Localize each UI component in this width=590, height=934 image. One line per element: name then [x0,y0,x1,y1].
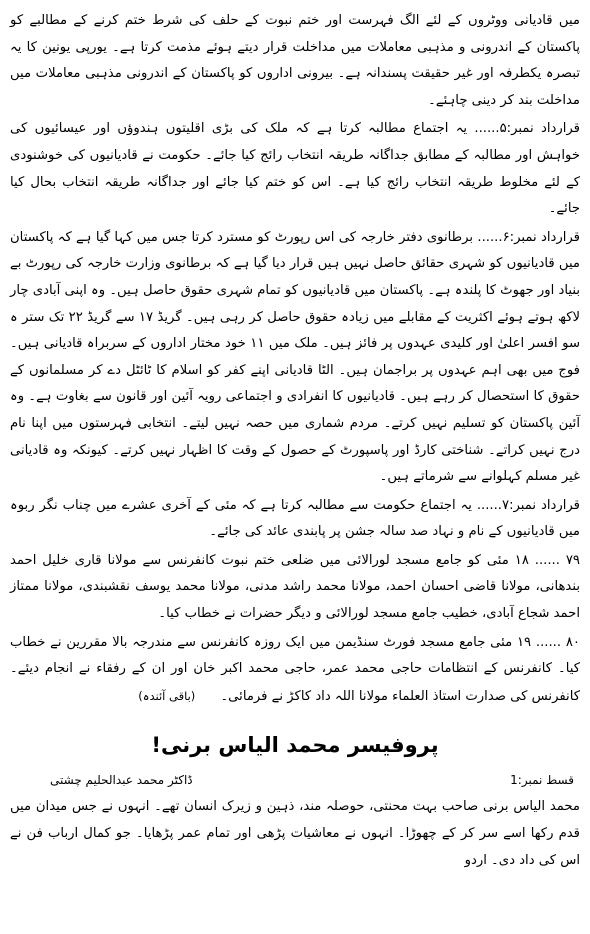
continued-note: (باقی آئندہ) [138,688,196,703]
byline [50,770,574,790]
resolution-6: قرارداد نمبر:۶...... برطانوی دفتر خارجہ کی اس رپورٹ کو مسترد کرتا جس میں کہا گیا ہے کہ پاکستان میں قادیانیوں کو شہری حقائق حاصل نہیں ہیں قرار دیا گیا ہے کہ برطانوی وزارت خارجہ کی رپورٹ بے بنیاد اور جھوٹ کا پلندہ ہے۔ پاکستان میں قادیانیوں کو تمام شہری حقوق حاصل ہیں۔ وہ اپنی آبادی چار لاکھ ہوتے ہوئے اکثریت کے مقابلے میں زیادہ حقوق حاصل کر رہی ہیں۔ گریڈ ۱۷ سے گریڈ ۲۲ تک ستر ہ سو افسر اعلیٰ اور کلیدی عہدوں پر فائز ہیں۔ ملک میں ۱۱ خود مختار اداروں کے سربراہ قادیانی ہیں۔ فوج میں بھی اہم عہدوں پر براجمان ہیں۔ الٹا قادیانی اپنے کفر کو اسلام کا ٹائٹل دے کر مسلمانوں کے حقوق کا استحصال کر رہے ہیں۔ قادیانیوں کا انفرادی و اجتماعی رویہ آئین اور قانون سے بغاوت ہے۔ وہ آئین پاکستان کو تسلیم نہیں کرتے۔ مردم شماری میں حصہ نہیں لیتے۔ انتخابی فہرستوں میں اپنا نام درج نہیں کراتے۔ شناختی کارڈ اور پاسپورٹ کے حصول کے وقت کا اظہار نہیں کرتے۔ کیونکہ وہ قادیانی غیر مسلم کہلوانے سے شرماتے ہیں۔ [10,229,580,485]
article-title: پروفیسر محمد الیاس برنی! [151,733,439,758]
item-79: ۷۹ ...... ۱۸ مئی کو جامع مسجد لورالائی میں ضلعی ختم نبوت کانفرنس سے مولانا قاری خلیل احمد بندھانی، مولانا قاضی احسان احمد، مولانا محمد راشد مدنی، مولانا محمد یوسف نقشبندی، مولانا ممتاز احمد شجاع آبادی، خطیب جامع مسجد لورالائی و دیگر حضرات نے خطاب کیا۔ [10,552,580,622]
item-80 [10,630,580,711]
resolution-5: قرارداد نمبر:۵...... یہ اجتماع مطالبہ کرتا ہے کہ ملک کی بڑی اقلیتوں ہندوؤں اور عیسائیوں کی خواہش اور مطالبہ کے مطابق جداگانہ طریقہ انتخاب رائج کیا جائے۔ حکومت نے قادیانیوں کی خوشنودی کے لئے مخلوط طریقہ انتخاب رائج کیا ہے۔ اس کو ختم کیا جائے اور جداگانہ طریقہ انتخاب بحال کیا جائے۔ [10,121,580,217]
item-80-text: ۸۰ ...... ۱۹ مئی جامع مسجد فورٹ سنڈیمن میں ایک روزہ کانفرنس سے مندرجہ بالا مقررین نے خطاب کیا۔ کانفرنس کے انتظامات حاجی محمد عمر، حاجی محمد اکبر خان اور ان کے رفقاء نے انجام دیئے۔ کانفرنس کی صدارت استاذ العلماء مولانا اللہ داد کاکڑ نے فرمائی۔ [10,634,580,704]
author-name: ڈاکٹر محمد عبدالحلیم چشتی [50,773,193,788]
article-intro: محمد الیاس برنی صاحب بہت محنتی، حوصلہ مند، ذہین و زیرک انسان تھے۔ انہوں نے جس میدان میں قدم رکھا اسے سر کر کے چھوڑا۔ انہوں نے معاشیات پڑھی اور تمام عمر پڑھایا۔ جو کمال ارباب فن نے اس کی داد دی۔ اردو [10,799,580,868]
resolution-7: قرارداد نمبر:۷...... یہ اجتماع حکومت سے مطالبہ کرتا ہے کہ مئی کے آخری عشرے میں چناب نگر ربوہ میں قادیانیوں کے نام و نہاد صد سالہ جشن پر پابندی عائد کی جائے۔ [10,497,580,540]
installment-label: قسط نمبر:1 [510,773,574,788]
paragraph-eu-statement: میں قادیانی ووٹروں کے لئے الگ فہرست اور ختم نبوت کے حلف کی شرط ختم کرنے کے مطالبے کو پاکستان کے اندرونی و مذہبی معاملات میں مداخلت قرار دیتے ہوئے مذمت کرتا ہے۔ یورپی یونین کا یہ تبصرہ یکطرفہ اور غیر حقیقت پسندانہ ہے۔ بیرونی اداروں کو پاکستان کے اندرونی مذہبی معاملات میں مداخلت بند کر دینی چاہئے۔ [10,13,580,108]
